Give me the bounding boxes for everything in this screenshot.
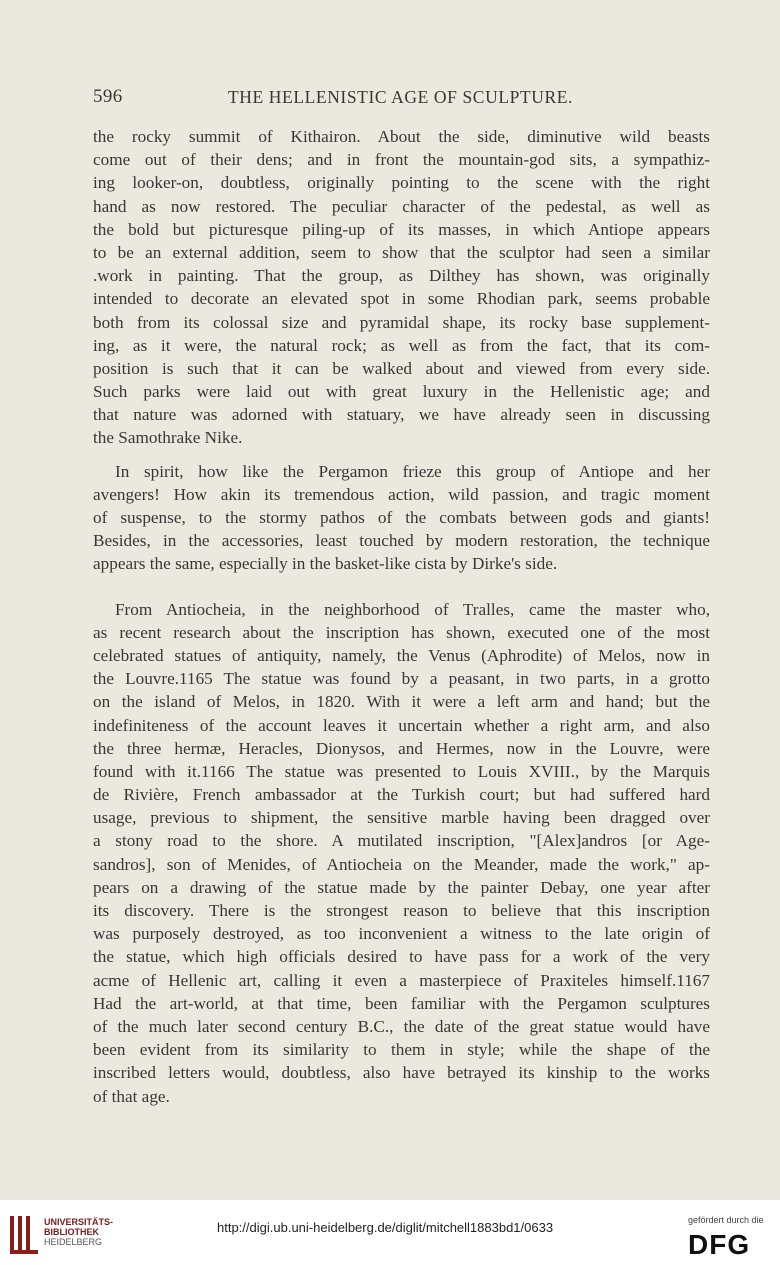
university-library-logo-icon [8, 1212, 40, 1256]
text-line: of the much later second century B.C., the date of the great statue would have [93, 1016, 710, 1036]
text-line: the rocky summit of Kithairon. About the side, diminutive wild beasts [93, 127, 710, 146]
text-line: both from its colossal size and pyramidal shape, its rocky base supplement- [93, 312, 710, 332]
text-line: position is such that it can be walked about and viewed from every side. [93, 358, 710, 378]
text-line: ing looker-on, doubtless, originally pointing to the scene with the right [93, 173, 710, 193]
text-line: the bold but picturesque piling-up of its masses, in which Antiope appears [93, 219, 710, 239]
text-line: the Louvre.1165 The statue was found by a peasant, in two parts, in a grotto [93, 669, 710, 689]
text-line: Had the art-world, at that time, been familiar with the Pergamon sculptures [93, 993, 710, 1013]
footer-bar [0, 1200, 780, 1265]
text-line: found with it.1166 The statue was presented to Louis XVIII., by the Marquis [93, 761, 710, 781]
text-line: to be an external addition, seem to show that the sculptor had seen a similar [93, 242, 710, 262]
page-header [93, 86, 713, 110]
text-line: avengers! How akin its tremendous action, wild passion, and tragic moment [93, 484, 710, 504]
page-number: 596 [93, 86, 123, 107]
text-line: inscribed letters would, doubtless, also have betrayed its kinship to the works [93, 1063, 710, 1083]
funded-by-label: gefördert durch die [688, 1215, 764, 1225]
text-line: was purposely destroyed, as too inconvenient a witness to the late origin of [93, 924, 710, 944]
text-line: been evident from its similarity to them in style; while the shape of the [93, 1040, 710, 1060]
text-line: of that age. [93, 1086, 170, 1106]
text-line: a stony road to the shore. A mutilated inscription, "[Alex]andros [or Age- [93, 831, 710, 851]
text-line: sandros], son of Menides, of Antiocheia on the Meander, made the work," ap- [93, 854, 710, 874]
text-line: indefiniteness of the account leaves it uncertain whether a right arm, and also [93, 715, 710, 735]
text-line: Such parks were laid out with great luxury in the Hellenistic age; and [93, 382, 710, 402]
text-line: the statue, which high officials desired to have pass for a work of the very [93, 947, 710, 967]
text-line: pears on a drawing of the statue made by the painter Debay, one year after [93, 877, 710, 897]
text-line: the three hermæ, Heracles, Dionysos, and Hermes, now in the Louvre, were [93, 738, 710, 758]
text-line: From Antiocheia, in the neighborhood of Tralles, came the master who, [115, 599, 710, 619]
text-line: acme of Hellenic art, calling it even a masterpiece of Praxiteles himself.1167 [93, 970, 710, 990]
text-line: that nature was adorned with statuary, we have already seen in discussing [93, 405, 710, 425]
text-line: the Samothrake Nike. [93, 428, 243, 448]
text-line: come out of their dens; and in front the mountain-god sits, a sympathiz- [93, 150, 710, 170]
text-line: In spirit, how like the Pergamon frieze this group of Antiope and her [115, 461, 710, 481]
dfg-logo: DFG [688, 1229, 751, 1260]
text-line: hand as now restored. The peculiar character of the pedestal, as well as [93, 196, 710, 216]
source-url-link[interactable]: http://digi.ub.uni-heidelberg.de/diglit/mitchell1883bd1/0633 [217, 1220, 554, 1235]
text-line: intended to decorate an elevated spot in some Rhodian park, seems probable [93, 289, 710, 309]
text-line: as recent research about the inscription has shown, executed one of the most [93, 622, 710, 642]
text-line: Besides, in the accessories, least touched by modern restoration, the technique [93, 531, 710, 551]
running-title: THE HELLENISTIC AGE OF SCULPTURE. [228, 87, 574, 107]
text-line: appears the same, especially in the basket-like cista by Dirke's side. [93, 554, 558, 574]
text-line: de Rivière, French ambassador at the Turkish court; but had suffered hard [93, 785, 710, 805]
text-line: on the island of Melos, in 1820. With it were a left arm and hand; but the [93, 692, 710, 712]
text-line: of suspense, to the stormy pathos of the combats between gods and giants! [93, 508, 710, 527]
text-line: usage, previous to shipment, the sensitive marble having been dragged over [93, 808, 710, 828]
text-line: ing, as it were, the natural rock; as well as from the fact, that its com- [93, 335, 710, 355]
text-line: its discovery. There is the strongest reason to believe that this inscription [93, 901, 710, 920]
body-text [93, 125, 710, 1108]
library-name: UNIVERSITÄTS- BIBLIOTHEK HEIDELBERG [44, 1217, 114, 1247]
text-line: celebrated statues of antiquity, namely, the Venus (Aphrodite) of Melos, now in [93, 645, 710, 665]
text-line: .work in painting. That the group, as Dilthey has shown, was originally [93, 266, 710, 286]
